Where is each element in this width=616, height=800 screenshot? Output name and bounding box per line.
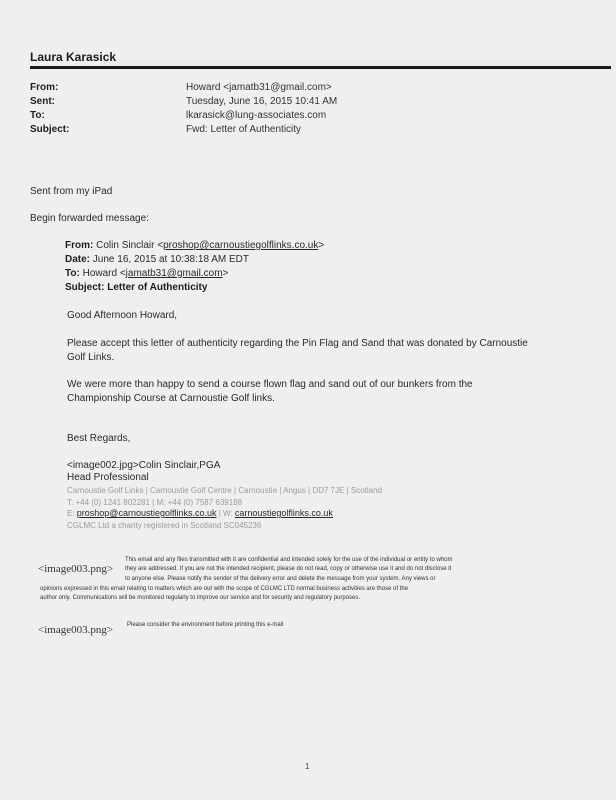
fwd-from-close: >	[318, 240, 325, 251]
fwd-to-email-link[interactable]: jamatb31@gmail.com	[125, 268, 223, 279]
disclaimer-line-2: they are addressed. If you are not the intended recipient, please do not read, copy or otherwise use it and do not disclose it	[125, 566, 452, 573]
meta-from-label: From:	[30, 82, 59, 93]
disclaimer-line-4: opinions expressed in this email relating to matters which are out with the scope of CGLMC LTD normal business activities are those of the	[40, 586, 409, 592]
fwd-from-label: From:	[65, 240, 94, 251]
letter-greeting: Good Afternoon Howard,	[67, 310, 178, 321]
letter-closing: Best Regards,	[67, 433, 131, 444]
letter-para1-line1: Please accept this letter of authenticity regarding the Pin Flag and Sand that was donated by Carnoustie	[67, 338, 528, 349]
letter-para2-line2: Championship Course at Carnoustie Golf links.	[67, 393, 275, 404]
meta-to-label: To:	[30, 110, 45, 121]
begin-forwarded-line: Begin forwarded message:	[30, 213, 149, 224]
image-placeholder-1: <image003.png>	[38, 563, 114, 575]
fwd-from-name: Colin Sinclair <	[96, 240, 164, 251]
fwd-date-value: June 16, 2015 at 10:38:18 AM EDT	[92, 254, 250, 265]
fwd-from-line	[65, 239, 324, 253]
disclaimer-line-5: author only. Communications will be monitored regularly to improve our service and for security and regulatory purposes.	[40, 595, 361, 602]
meta-from-value: Howard <jamatb31@gmail.com>	[186, 82, 332, 93]
environment-note: Please consider the environment before printing this e-mail	[127, 622, 284, 628]
signature-title: Head Professional	[67, 472, 149, 483]
signature-name-line: <image002.jpg>Colin Sinclair,PGA	[67, 460, 221, 471]
signature-charity-line: CGLMC Ltd a charity registered in Scotland SC045236	[67, 521, 262, 530]
page-number: 1	[305, 762, 310, 771]
fwd-subject-label: Subject:	[65, 282, 105, 293]
sent-from-line: Sent from my iPad	[30, 186, 113, 197]
disclaimer-block	[125, 556, 565, 584]
meta-subject-label: Subject:	[30, 124, 70, 135]
signature-web-link[interactable]: carnoustiegolflinks.co.uk	[234, 508, 333, 518]
signature-email-prefix: E:	[67, 509, 77, 518]
signature-web-prefix: | W:	[216, 509, 235, 518]
header-divider	[30, 66, 611, 69]
meta-subject-value: Fwd: Letter of Authenticity	[186, 124, 302, 135]
fwd-to-label: To:	[65, 268, 80, 279]
fwd-to-line	[65, 267, 228, 281]
fwd-subject-line	[65, 281, 207, 295]
fwd-date-label: Date:	[65, 254, 91, 265]
fwd-date-line	[65, 253, 249, 267]
meta-to-value: lkarasick@lung-associates.com	[186, 110, 327, 121]
fwd-subject-value: Letter of Authenticity	[107, 282, 208, 293]
fwd-to-close: >	[222, 268, 229, 279]
disclaimer-block-2	[40, 585, 575, 604]
meta-sent-label: Sent:	[30, 96, 55, 107]
signature-address: Carnoustie Golf Links | Carnoustie Golf Centre | Carnoustie | Angus | DD7 7JE | Scotland	[67, 486, 382, 495]
recipient-name-header: Laura Karasick	[30, 50, 117, 64]
letter-para2-line1: We were more than happy to send a course flown flag and sand out of our bunkers from the	[67, 379, 473, 390]
signature-email-link[interactable]: proshop@carnoustiegolflinks.co.uk	[76, 508, 217, 518]
meta-sent-value: Tuesday, June 16, 2015 10:41 AM	[186, 96, 338, 107]
image-placeholder-2: <image003.png>	[38, 624, 114, 636]
signature-phones: T: +44 (0) 1241 802281 | M: +44 (0) 7587 639188	[67, 498, 243, 507]
letter-para1-line2: Golf Links.	[67, 352, 115, 363]
disclaimer-line-3: to anyone else. Please notify the sender of the delivery error and delete the message from your system. Any views or	[125, 575, 436, 582]
fwd-to-name: Howard <	[82, 268, 126, 279]
fwd-from-email-link[interactable]: proshop@carnoustiegolflinks.co.uk	[163, 240, 319, 251]
disclaimer-line-1: This email and any files transmitted with it are confidential and intended solely for the use of the individual or entity to whom	[125, 557, 453, 563]
